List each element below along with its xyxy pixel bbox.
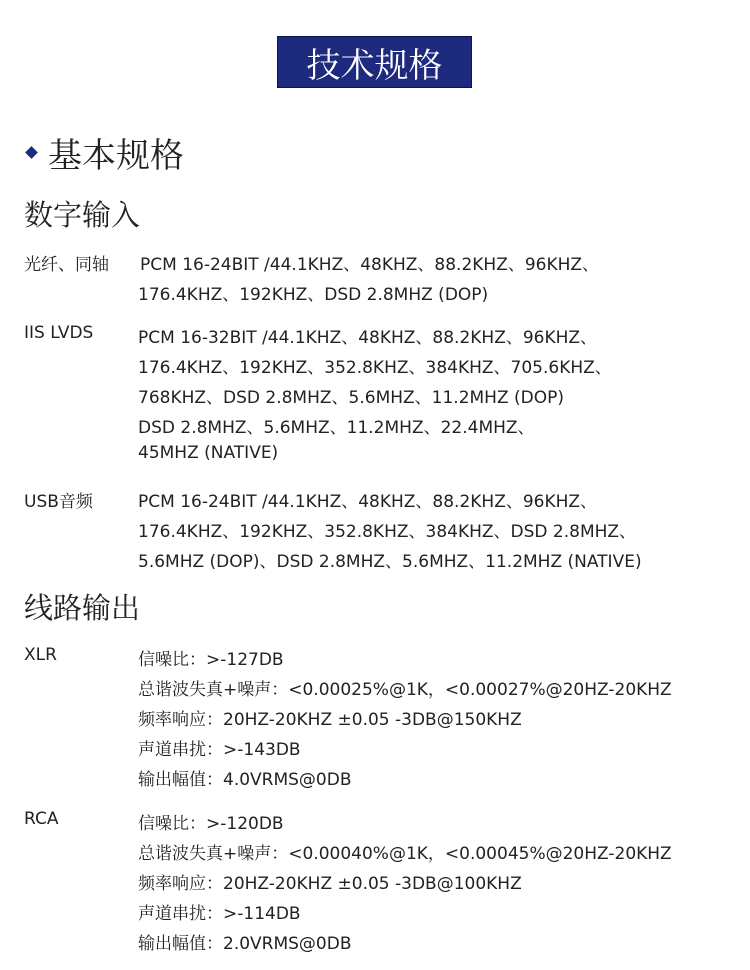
spec-value-line: 输出幅值：4.0VRMS@0DB <box>138 770 352 790</box>
spec-value-line: 总谐波失真+噪声：<0.00025%@1K，<0.00027%@20HZ-20KHZ <box>138 680 672 700</box>
spec-value-line: 176.4KHZ、192KHZ、352.8KHZ、384KHZ、DSD 2.8MHZ、 <box>138 522 637 542</box>
line-output-heading: 线路输出 <box>24 591 141 625</box>
spec-value-line: 176.4KHZ、192KHZ、DSD 2.8MHZ (DOP) <box>138 285 489 305</box>
spec-value-line: 5.6MHZ (DOP)、DSD 2.8MHZ、5.6MHZ、11.2MHZ (NATIVE) <box>138 552 642 572</box>
spec-value-line: 总谐波失真+噪声：<0.00040%@1K，<0.00045%@20HZ-20KHZ <box>138 844 672 864</box>
spec-label-xlr: XLR <box>24 645 57 665</box>
spec-value-line: 声道串扰：>-114DB <box>138 904 301 924</box>
spec-value-line: 频率响应：20HZ-20KHZ ±0.05 -3DB@150KHZ <box>138 710 522 730</box>
digital-input-heading: 数字输入 <box>24 198 141 232</box>
page-title: 技术规格 <box>306 45 443 86</box>
spec-value-line: 176.4KHZ、192KHZ、352.8KHZ、384KHZ、705.6KHZ、 <box>138 358 612 378</box>
spec-value-line: 声道串扰：>-143DB <box>138 740 301 760</box>
spec-value-line: DSD 2.8MHZ、5.6MHZ、11.2MHZ、22.4MHZ、 <box>138 418 535 438</box>
spec-value-line: 输出幅值：2.0VRMS@0DB <box>138 934 352 954</box>
spec-value-line: PCM 16-32BIT /44.1KHZ、48KHZ、88.2KHZ、96KHZ、 <box>138 328 598 348</box>
page-title-banner <box>277 36 472 88</box>
spec-label-usb-audio: USB音频 <box>24 492 93 512</box>
spec-label-rca: RCA <box>24 809 59 829</box>
spec-label-optical-coaxial: 光纤、同轴 <box>24 255 109 275</box>
spec-value-line: PCM 16-24BIT /44.1KHZ、48KHZ、88.2KHZ、96KHZ、 <box>140 255 600 275</box>
spec-value-line: 频率响应：20HZ-20KHZ ±0.05 -3DB@100KHZ <box>138 874 522 894</box>
spec-value-line: 信噪比：>-127DB <box>138 650 284 670</box>
spec-value-line: 45MHZ (NATIVE) <box>138 443 279 463</box>
spec-value-line: 768KHZ、DSD 2.8MHZ、5.6MHZ、11.2MHZ (DOP) <box>138 388 565 408</box>
section-title: 基本规格 <box>48 136 184 176</box>
diamond-bullet-icon <box>25 146 38 159</box>
spec-label-iis-lvds: IIS LVDS <box>24 323 94 343</box>
spec-value-line: 信噪比：>-120DB <box>138 814 284 834</box>
section-header <box>24 128 184 177</box>
spec-value-line: PCM 16-24BIT /44.1KHZ、48KHZ、88.2KHZ、96KHZ、 <box>138 492 598 512</box>
